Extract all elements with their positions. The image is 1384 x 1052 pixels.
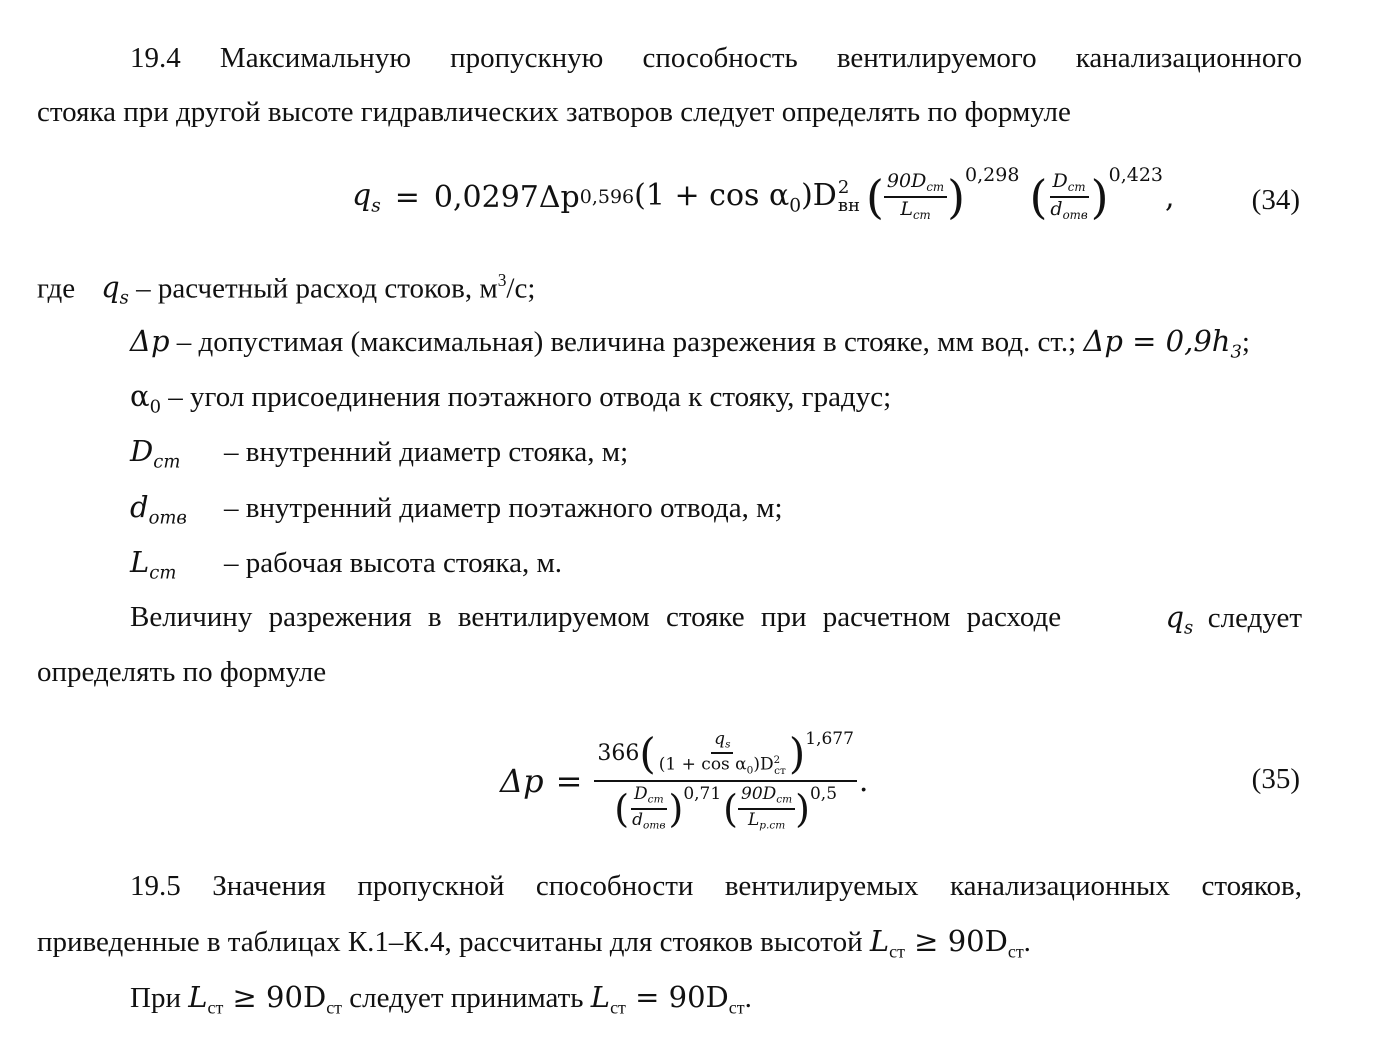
where-dp: Δp – допустимая (максимальная) величина разрежения в стояке, мм вод. ст.; $\Delta p = 0,9h_3$; bbox=[130, 324, 1250, 363]
para-vacuum-line2: определять по формуле bbox=[37, 656, 327, 688]
para-19-5-line1: 19.5 Значения пропускной способности вентилируемых канализационных стояков, bbox=[130, 870, 1302, 902]
formula-34: $q_s$ = 0,0297Δp 0,596 $(1 + \cos \alpha_0)D$ 2 вн ( $\frac{90D_{ст}}{L_{ст}}$ ) 0,298 ( $\frac{D_{ст}}{d_{отв}}$ ) 0,423 , bbox=[352, 164, 1175, 224]
where-dst: $D_{ст}$ – внутренний диаметр стояка, м; bbox=[130, 434, 629, 473]
equation-number-35: (35) bbox=[1251, 763, 1300, 795]
para-19-4-line2: стояка при другой высоте гидравлических затворов следует определять по формуле bbox=[37, 96, 1071, 128]
where-qs: где $q_s$ – расчетный расход стоков, $м^3/с$; bbox=[37, 270, 536, 309]
para-19-5-line2: приведенные в таблицах К.1–К.4, рассчитаны для стояков высотой $L_{ст} \ge 90D_{ст}$. bbox=[37, 924, 1031, 962]
para-vacuum-line1: Величину разрежения в вентилируемом стояке при расчетном расходе $q_s$ следует bbox=[130, 600, 1302, 639]
para-rule: При $L_{ст} \ge 90D_{ст}$ следует принимать $L_{ст} = 90D_{ст}$. bbox=[130, 980, 752, 1018]
para-19-4-line1: 19.4 Максимальную пропускную способность вентилируемого канализационного bbox=[130, 42, 1302, 74]
where-lst: $L_{ст}$ – рабочая высота стояка, м. bbox=[130, 545, 563, 584]
where-alpha: $\alpha_0$ – угол присоединения поэтажного отвода к стояку, градус; bbox=[130, 379, 892, 418]
equation-number-34: (34) bbox=[1251, 184, 1300, 216]
formula-35: Δp = 366 ( $\frac{q_s}{(1 + \cos \alpha_0)D^2_{ст}}$ ) 1,677 ( $\frac{D_{ст}}{d_{отв}}$ ) 0,71 ( $\frac{90D_{ст}}{L_{р.ст}}$ ) 0,5 . bbox=[500, 728, 869, 832]
where-dotv: $d_{отв}$ – внутренний диаметр поэтажного отвода, м; bbox=[130, 490, 783, 529]
